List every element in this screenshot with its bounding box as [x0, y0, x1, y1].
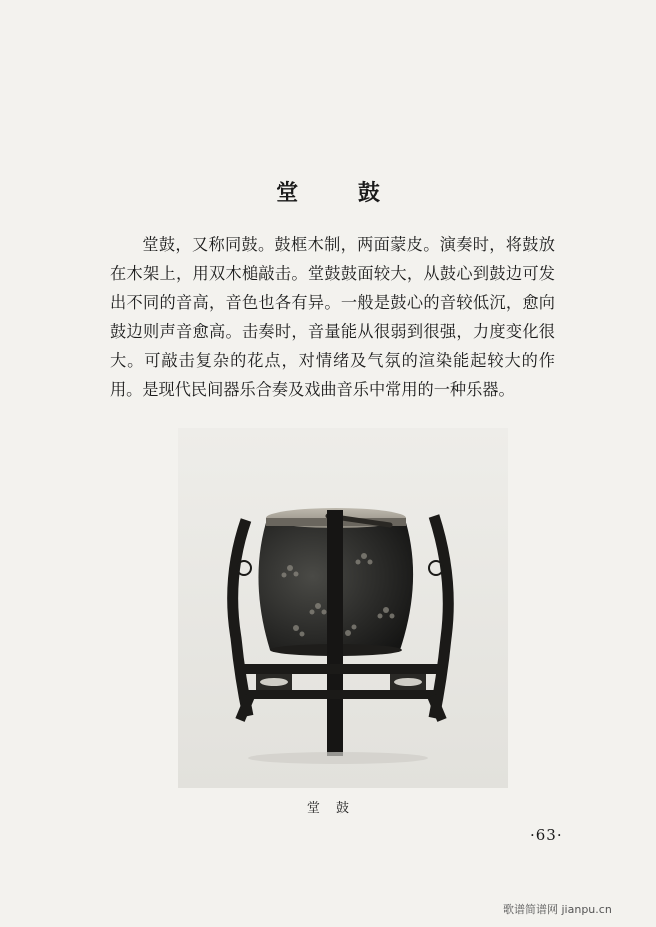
body-paragraph: 堂鼓，又称同鼓。鼓框木制，两面蒙皮。演奏时，将鼓放在木架上，用双木槌敲击。堂鼓鼓面较大，从鼓心到鼓边可发出不同的音高，音色也各有异。一般是鼓心的音较低沉，愈向鼓边则声音愈高。击奏时，音量能从很弱到很强，力度变化很大。可敲击复杂的花点，对情绪及气氛的渲染能起较大的作用。是现代民间器乐合奏及戏曲音乐中常用的一种乐器。	[110, 235, 555, 399]
site-watermark: 歌谱简谱网 jianpu.cn	[503, 903, 612, 916]
page-number: ·63·	[530, 826, 563, 844]
drum-photo	[178, 428, 508, 788]
page-title: 堂 鼓	[276, 181, 406, 206]
photo-caption: 堂 鼓	[306, 801, 356, 816]
